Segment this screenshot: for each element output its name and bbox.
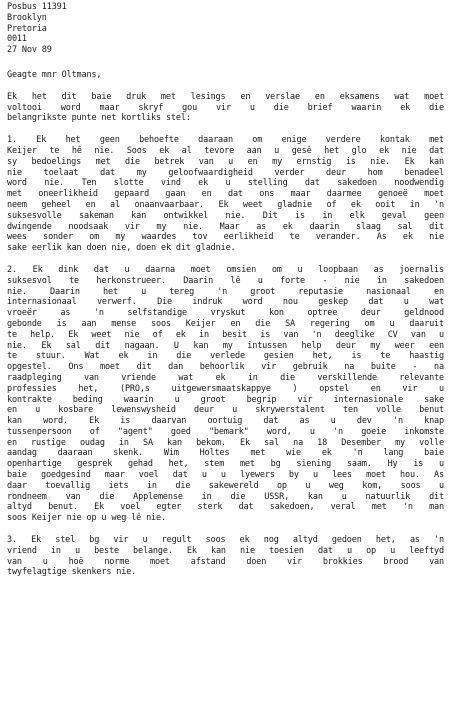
text-line: wees sonder om my waardes tov eerlikheid te verander. As ek nie (7, 232, 444, 243)
body-paragraph (7, 265, 444, 524)
text-line: van u hoë norme moet afstand doen vir brokkies brood van (7, 556, 444, 567)
text-line: suksesvol te herkonstrueer. Daarin lê u forte - nie in sakedoen (7, 275, 444, 286)
text-line: te help. Ek weet nie of ek in besit is van 'n deeglike CV van u (7, 329, 444, 340)
text-line: altyd benut. Ek voel egter sterk dat sakedoen, veral met 'n man (7, 502, 444, 513)
text-line: openhartige gesprek gehad het, stem met bg siening saam. Hy is u (7, 459, 444, 470)
text-line: en u kosbare lewenswysheid deur u skrywerstalent ten volle benut (7, 405, 444, 416)
text-line: opgestel. Ons moet dit dan behoorlik vir gebruik na buite - na (7, 362, 444, 373)
text-line: 3. Ek stel bg vir u regult soos ek nog altyd gedoen het, as 'n (7, 535, 444, 546)
text-line: kontrakte beding waarin u groot begrip vir internasionale sake (7, 394, 444, 405)
address-line: 0011 (7, 34, 27, 45)
text-line: vriend in u beste belange. Ek kan nie toesien dat u op u leeftyd (7, 545, 444, 556)
text-line: twyfelagtige skenkers nie. (7, 567, 137, 578)
text-line: dwingende noodsaak vir my nie. Maar as ek daarin slaag sal dit (7, 221, 444, 232)
text-line: neem geheel en al onaanvaarbaar. Ek weet gladnie of ek ooit in 'n (7, 199, 444, 210)
text-line: voltooi word maar skryf gou vir u die brief waarin ek die (7, 102, 444, 113)
address-line: Brooklyn (7, 12, 47, 23)
body-paragraph (7, 135, 444, 254)
text-line: sake eerlik kan doen nie, doen ek dit gladnie. (7, 243, 236, 254)
text-line: gebonde is aan mense soos Keijer en die SA regering om u daaruit (7, 318, 444, 329)
text-line: aandag daaraan skenk. Wim Holtes met wie ek 'n lang baie (7, 448, 444, 459)
text-line: 1. Ek het geen behoefte daaraan om enige verdere kontak met (7, 135, 444, 146)
body-paragraph (7, 92, 444, 124)
address-line: 27 Nov 89 (7, 45, 52, 56)
address-line: Pretoria (7, 23, 47, 34)
text-line: daar toevallig iets in die sakewereld op u weg kom, soos u (7, 480, 444, 491)
text-line: tussenpersoon of "agent" goed "bemark" word, u 'n goeie inkomste (7, 426, 444, 437)
text-line: suksesvolle sakeman kan ontwikkel nie. Dit is in elk geval geen (7, 210, 444, 221)
text-line: nie. Daarin het u tereg 'n groot reputasie nasionaal en (7, 286, 444, 297)
text-line: belangrikste punte net kortliks stel: (7, 113, 191, 124)
text-line: en rustige oudag in SA kan bekom. Ek sal na 18 Desember my volle (7, 437, 444, 448)
text-line: nie. Ek sal dit nagaan. U kan my intussen help deur my weer een (7, 340, 444, 351)
text-line: met oneerlikheid gepaard gaan en dat ons maar daarmee genoeë moet (7, 189, 444, 200)
text-line: raadpleging van vriende wat ek in die verskillende relevante (7, 372, 444, 383)
text-line: kan word. Ek is daarvan oortuig dat as u dev 'n knap (7, 416, 444, 427)
text-line: professies het, (PRO,s uitgewersmaatskappye ) opstel en vir u (7, 383, 444, 394)
body-paragraph (7, 535, 444, 578)
text-line: Ek het dit baie druk met lesings en verslae en eksamens wat moet (7, 91, 444, 102)
text-line: soos Keijer nie op u weg lê nie. (7, 513, 166, 524)
text-line: rondneem van die Applemense in die USSR, kan u natuurlik dit (7, 491, 444, 502)
text-line: te stuur. Wat ek in die verlede gesien het, is te haastig (7, 351, 444, 362)
address-line: Posbus 11391 (7, 2, 67, 12)
text-line: 2. Ek dink dat u daarna moet omsien om u loopbaan as joernalis (7, 264, 444, 275)
text-line: vroeër as 'n selfstandige vryskut kon optree deur geldnood (7, 308, 444, 319)
salutation: Geagte mnr Oltmans, (7, 69, 102, 80)
text-line: sy bedoelings met die betrek van u en my ernstig is nie. Ek kan (7, 156, 444, 167)
sender-address (7, 2, 444, 56)
text-line: internasionaal verwerf. Die indruk word nou geskep dat u wat (7, 297, 444, 308)
text-line: nie toelaat dat my geloofwaardigheid verder deur hom benadeel (7, 167, 444, 178)
letter-body (7, 92, 444, 578)
text-line: word nie. Ten slotte vind ek u stelling dat sakedoen noodwendig (7, 178, 444, 189)
text-line: Keijer te hê nie. Soos ek al tevore aan u gesê het glo ek nie dat (7, 145, 444, 156)
text-line: baie goedgesind maar voel dat u u lyewers by u lees moet hou. As (7, 470, 444, 481)
